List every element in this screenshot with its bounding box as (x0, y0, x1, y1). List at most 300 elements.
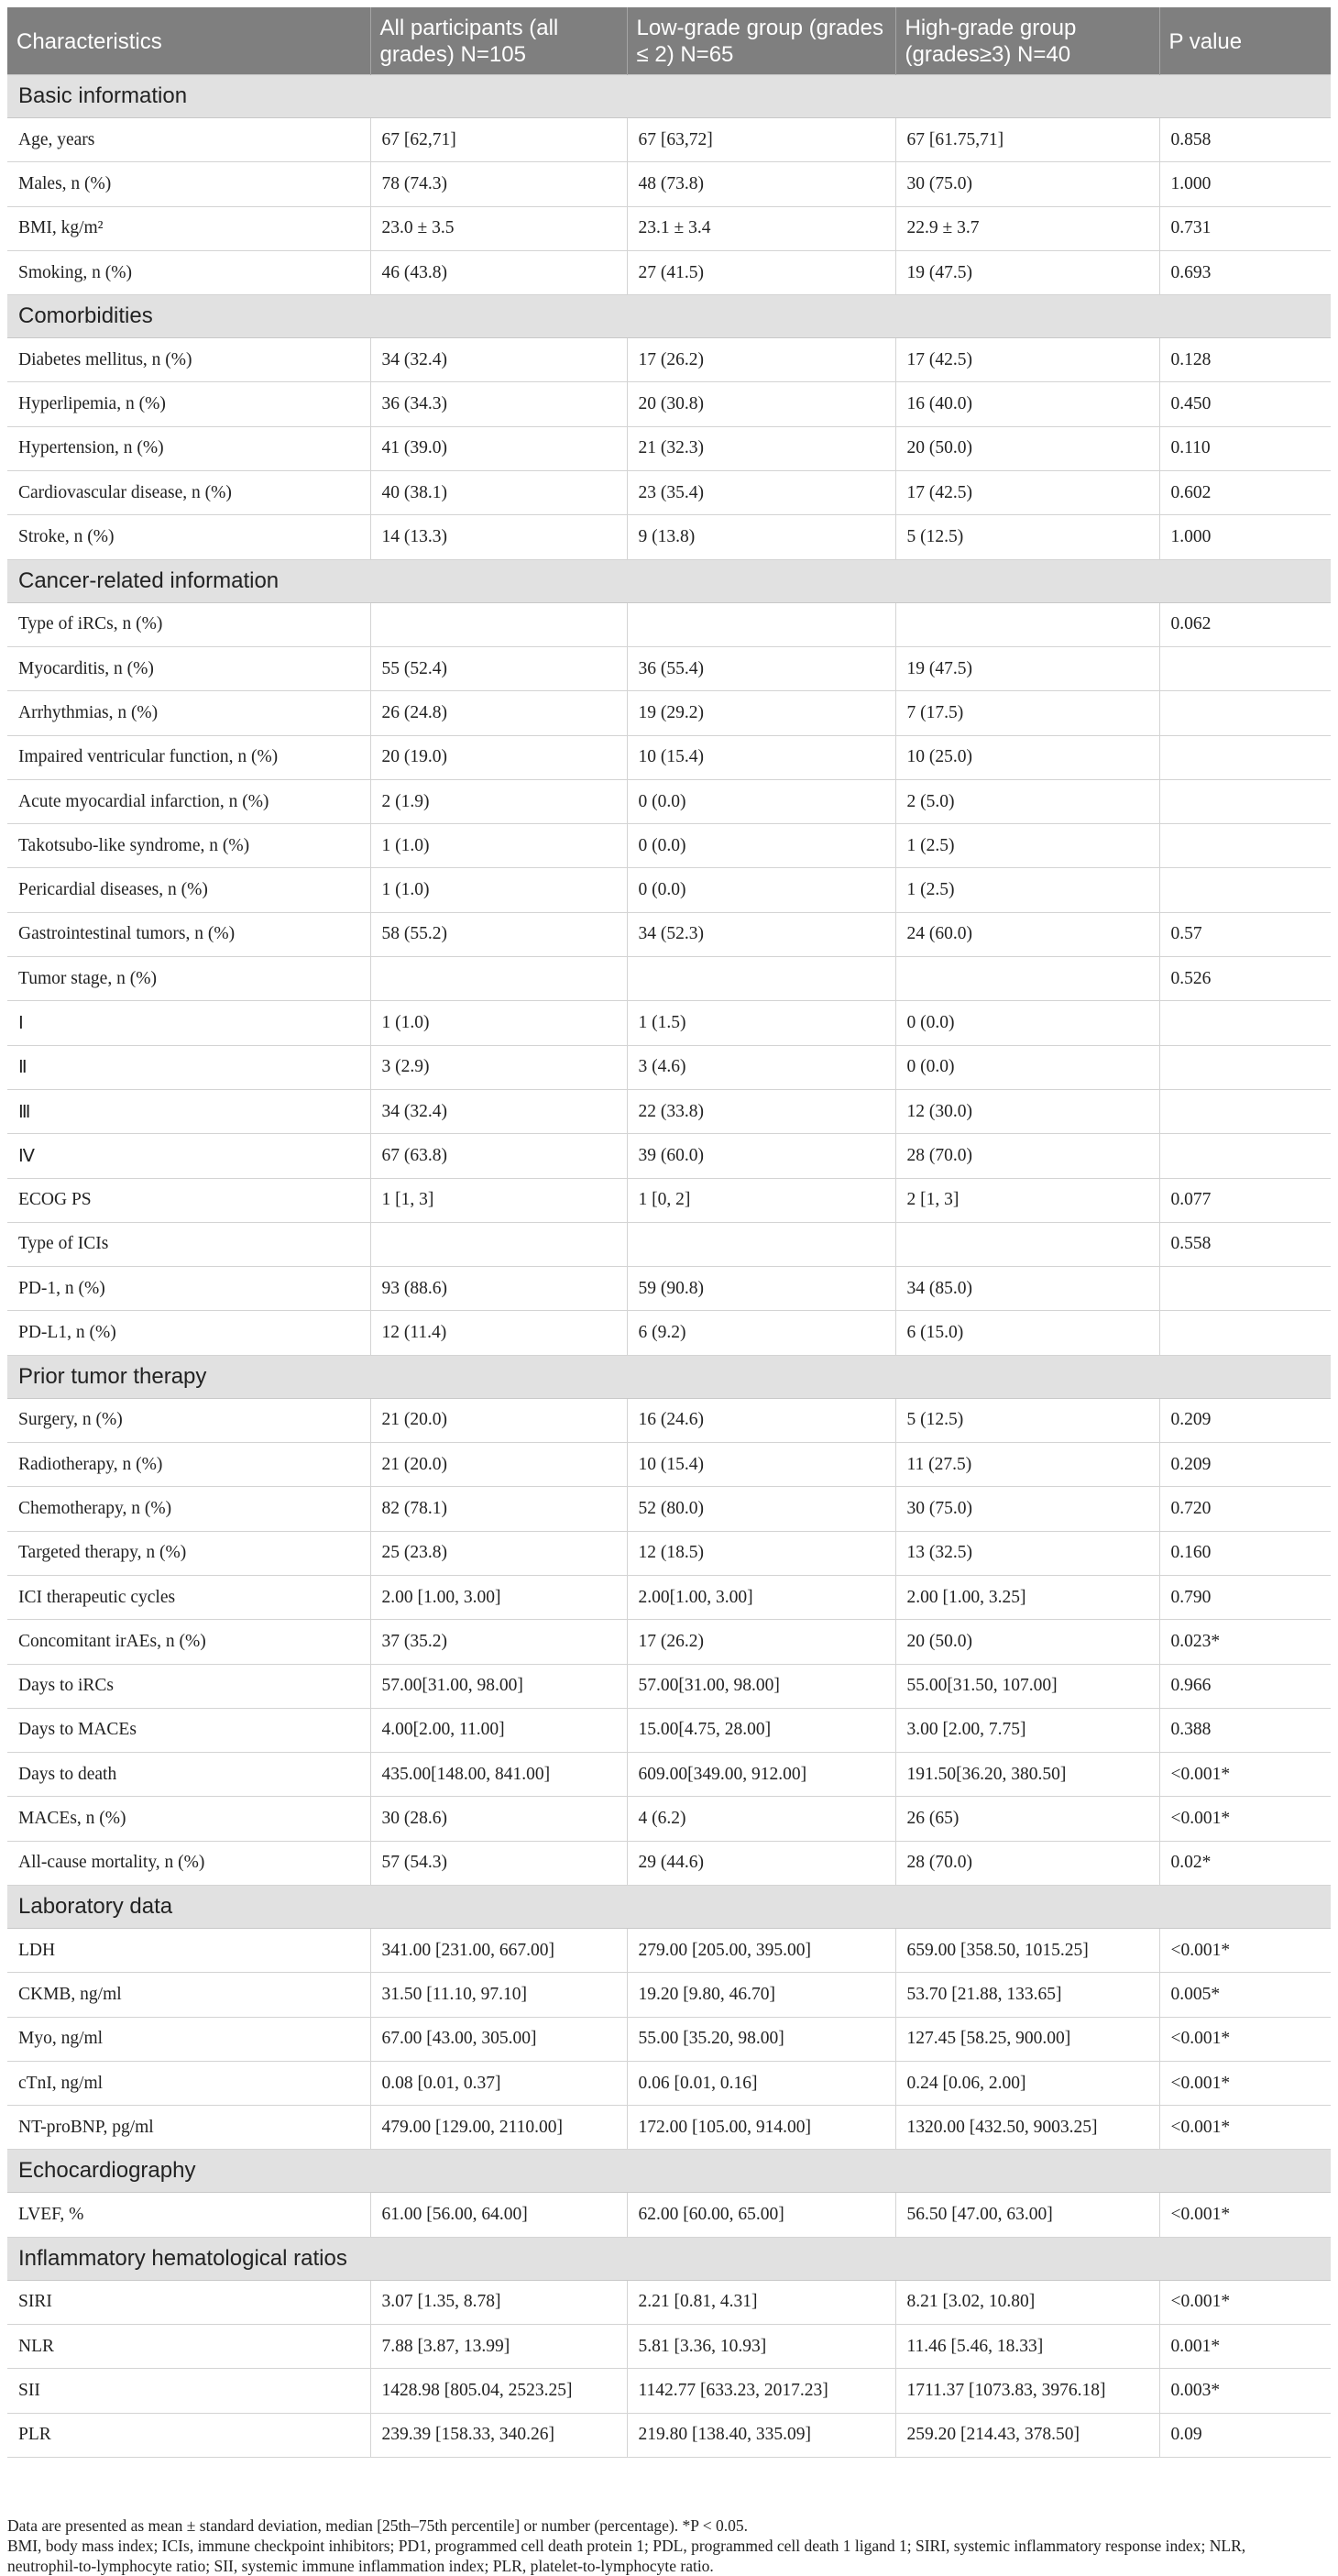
high-grade-cell: 259.20 [214.43, 378.50] (895, 2413, 1159, 2457)
low-grade-cell: 17 (26.2) (627, 338, 895, 382)
p-value-cell: 0.602 (1159, 471, 1331, 515)
p-value-cell: <0.001* (1159, 1753, 1331, 1797)
p-value-cell: 0.209 (1159, 1443, 1331, 1487)
p-value-cell (1159, 646, 1331, 690)
table-row (7, 515, 1331, 559)
low-grade-cell: 29 (44.6) (627, 1841, 895, 1885)
p-value-cell: 0.110 (1159, 426, 1331, 470)
p-value-cell: 0.02* (1159, 1841, 1331, 1885)
all-participants-cell: 34 (32.4) (370, 1089, 627, 1133)
all-participants-cell: 341.00 [231.00, 667.00] (370, 1928, 627, 1972)
characteristic-cell: SII (7, 2369, 370, 2413)
low-grade-cell: 219.80 [138.40, 335.09] (627, 2413, 895, 2457)
low-grade-cell: 16 (24.6) (627, 1398, 895, 1442)
characteristic-cell: Hyperlipemia, n (%) (7, 382, 370, 426)
characteristic-cell: Ⅰ (7, 1001, 370, 1045)
low-grade-cell: 19 (29.2) (627, 691, 895, 735)
header-high-grade: High-grade group (grades≥3) N=40 (895, 7, 1159, 75)
low-grade-cell: 34 (52.3) (627, 912, 895, 956)
high-grade-cell: 17 (42.5) (895, 338, 1159, 382)
table-row (7, 2017, 1331, 2061)
high-grade-cell: 0 (0.0) (895, 1045, 1159, 1089)
table-row (7, 602, 1331, 646)
low-grade-cell: 20 (30.8) (627, 382, 895, 426)
high-grade-cell: 10 (25.0) (895, 735, 1159, 779)
low-grade-cell: 1 (1.5) (627, 1001, 895, 1045)
high-grade-cell: 24 (60.0) (895, 912, 1159, 956)
section-title: Basic information (7, 75, 1331, 118)
all-participants-cell: 435.00[148.00, 841.00] (370, 1753, 627, 1797)
p-value-cell: <0.001* (1159, 2193, 1331, 2237)
all-participants-cell: 67.00 [43.00, 305.00] (370, 2017, 627, 2061)
p-value-cell: <0.001* (1159, 1928, 1331, 1972)
p-value-cell: 0.731 (1159, 206, 1331, 250)
high-grade-cell: 53.70 [21.88, 133.65] (895, 1973, 1159, 2017)
p-value-cell: 0.966 (1159, 1664, 1331, 1708)
p-value-cell (1159, 1134, 1331, 1178)
all-participants-cell: 14 (13.3) (370, 515, 627, 559)
characteristic-cell: SIRI (7, 2280, 370, 2324)
low-grade-cell: 3 (4.6) (627, 1045, 895, 1089)
table-row (7, 2193, 1331, 2237)
high-grade-cell: 7 (17.5) (895, 691, 1159, 735)
low-grade-cell: 39 (60.0) (627, 1134, 895, 1178)
low-grade-cell: 279.00 [205.00, 395.00] (627, 1928, 895, 1972)
high-grade-cell: 2.00 [1.00, 3.25] (895, 1575, 1159, 1619)
low-grade-cell: 21 (32.3) (627, 426, 895, 470)
characteristic-cell: BMI, kg/m² (7, 206, 370, 250)
table-row (7, 1753, 1331, 1797)
characteristic-cell: Stroke, n (%) (7, 515, 370, 559)
p-value-cell: 0.09 (1159, 2413, 1331, 2457)
p-value-cell: 0.003* (1159, 2369, 1331, 2413)
high-grade-cell: 11.46 [5.46, 18.33] (895, 2325, 1159, 2369)
table-row (7, 118, 1331, 162)
section-header-row (7, 2150, 1331, 2193)
characteristic-cell: Days to iRCs (7, 1664, 370, 1708)
low-grade-cell: 0 (0.0) (627, 779, 895, 823)
table-row (7, 868, 1331, 912)
characteristic-cell: Takotsubo-like syndrome, n (%) (7, 824, 370, 868)
footnote-line: BMI, body mass index; ICIs, immune checkpoint inhibitors; PD1, programmed cell death protein 1; PDL, programmed cell death 1 ligand 1; SIRI, systemic inflammatory response index; NLR, (7, 2537, 1246, 2555)
p-value-cell (1159, 1045, 1331, 1089)
high-grade-cell: 30 (75.0) (895, 1487, 1159, 1531)
characteristic-cell: Surgery, n (%) (7, 1398, 370, 1442)
p-value-cell (1159, 1001, 1331, 1045)
high-grade-cell: 11 (27.5) (895, 1443, 1159, 1487)
p-value-cell: <0.001* (1159, 2017, 1331, 2061)
low-grade-cell: 52 (80.0) (627, 1487, 895, 1531)
high-grade-cell: 22.9 ± 3.7 (895, 206, 1159, 250)
low-grade-cell: 15.00[4.75, 28.00] (627, 1708, 895, 1752)
table-row (7, 1267, 1331, 1311)
high-grade-cell: 20 (50.0) (895, 1620, 1159, 1664)
p-value-cell: 0.526 (1159, 957, 1331, 1001)
high-grade-cell: 20 (50.0) (895, 426, 1159, 470)
table-row (7, 206, 1331, 250)
table-row (7, 1045, 1331, 1089)
characteristic-cell: Myo, ng/ml (7, 2017, 370, 2061)
low-grade-cell: 10 (15.4) (627, 735, 895, 779)
all-participants-cell: 40 (38.1) (370, 471, 627, 515)
low-grade-cell: 27 (41.5) (627, 250, 895, 294)
high-grade-cell: 19 (47.5) (895, 646, 1159, 690)
all-participants-cell: 0.08 [0.01, 0.37] (370, 2061, 627, 2105)
table-row (7, 2106, 1331, 2150)
all-participants-cell: 36 (34.3) (370, 382, 627, 426)
characteristic-cell: Type of iRCs, n (%) (7, 602, 370, 646)
low-grade-cell: 6 (9.2) (627, 1311, 895, 1355)
p-value-cell (1159, 779, 1331, 823)
characteristic-cell: Arrhythmias, n (%) (7, 691, 370, 735)
low-grade-cell: 9 (13.8) (627, 515, 895, 559)
characteristic-cell: Ⅳ (7, 1134, 370, 1178)
table-row (7, 426, 1331, 470)
characteristic-cell: Cardiovascular disease, n (%) (7, 471, 370, 515)
low-grade-cell: 23.1 ± 3.4 (627, 206, 895, 250)
high-grade-cell: 56.50 [47.00, 63.00] (895, 2193, 1159, 2237)
characteristic-cell: Ⅱ (7, 1045, 370, 1089)
section-title: Comorbidities (7, 295, 1331, 338)
table-row (7, 1311, 1331, 1355)
p-value-cell: 0.005* (1159, 1973, 1331, 2017)
section-header-row (7, 2237, 1331, 2280)
characteristic-cell: Males, n (%) (7, 162, 370, 206)
low-grade-cell: 0.06 [0.01, 0.16] (627, 2061, 895, 2105)
characteristic-cell: NLR (7, 2325, 370, 2369)
low-grade-cell: 1 [0, 2] (627, 1178, 895, 1222)
low-grade-cell: 172.00 [105.00, 914.00] (627, 2106, 895, 2150)
p-value-cell (1159, 1267, 1331, 1311)
table-row (7, 824, 1331, 868)
all-participants-cell (370, 957, 627, 1001)
characteristic-cell: PLR (7, 2413, 370, 2457)
all-participants-cell: 67 (63.8) (370, 1134, 627, 1178)
table-row (7, 1531, 1331, 1575)
p-value-cell: 0.001* (1159, 2325, 1331, 2369)
section-header-row (7, 75, 1331, 118)
p-value-cell (1159, 1311, 1331, 1355)
low-grade-cell: 10 (15.4) (627, 1443, 895, 1487)
section-title: Prior tumor therapy (7, 1355, 1331, 1398)
header-characteristics: Characteristics (7, 7, 370, 75)
high-grade-cell: 127.45 [58.25, 900.00] (895, 2017, 1159, 2061)
table-row (7, 912, 1331, 956)
high-grade-cell: 0.24 [0.06, 2.00] (895, 2061, 1159, 2105)
section-title: Inflammatory hematological ratios (7, 2237, 1331, 2280)
all-participants-cell (370, 602, 627, 646)
high-grade-cell: 191.50[36.20, 380.50] (895, 1753, 1159, 1797)
characteristic-cell: Tumor stage, n (%) (7, 957, 370, 1001)
table-row (7, 250, 1331, 294)
characteristic-cell: LDH (7, 1928, 370, 1972)
section-header-row (7, 1885, 1331, 1928)
footnote-line: Data are presented as mean ± standard deviation, median [25th–75th percentile] or number (percentage). *P < 0.05. (7, 2516, 748, 2535)
header-all-participants: All participants (all grades) N=105 (370, 7, 627, 75)
characteristic-cell: Acute myocardial infarction, n (%) (7, 779, 370, 823)
low-grade-cell: 62.00 [60.00, 65.00] (627, 2193, 895, 2237)
high-grade-cell: 17 (42.5) (895, 471, 1159, 515)
high-grade-cell: 0 (0.0) (895, 1001, 1159, 1045)
characteristic-cell: Type of ICIs (7, 1222, 370, 1266)
all-participants-cell: 479.00 [129.00, 2110.00] (370, 2106, 627, 2150)
high-grade-cell: 28 (70.0) (895, 1841, 1159, 1885)
table-row (7, 646, 1331, 690)
table-row (7, 1928, 1331, 1972)
footnote-line: neutrophil-to-lymphocyte ratio; SII, systemic immune inflammation index; PLR, platelet-to-lymphocyte ratio. (7, 2557, 714, 2575)
characteristic-cell: Gastrointestinal tumors, n (%) (7, 912, 370, 956)
all-participants-cell: 3 (2.9) (370, 1045, 627, 1089)
characteristic-cell: Days to MACEs (7, 1708, 370, 1752)
section-header-row (7, 559, 1331, 602)
high-grade-cell: 5 (12.5) (895, 515, 1159, 559)
all-participants-cell: 4.00[2.00, 11.00] (370, 1708, 627, 1752)
table-row (7, 162, 1331, 206)
all-participants-cell: 25 (23.8) (370, 1531, 627, 1575)
p-value-cell (1159, 868, 1331, 912)
p-value-cell: 0.388 (1159, 1708, 1331, 1752)
low-grade-cell: 2.00[1.00, 3.00] (627, 1575, 895, 1619)
p-value-cell: 0.57 (1159, 912, 1331, 956)
all-participants-cell: 58 (55.2) (370, 912, 627, 956)
all-participants-cell: 67 [62,71] (370, 118, 627, 162)
characteristic-cell: Age, years (7, 118, 370, 162)
p-value-cell: 0.160 (1159, 1531, 1331, 1575)
low-grade-cell: 2.21 [0.81, 4.31] (627, 2280, 895, 2324)
table-row (7, 1001, 1331, 1045)
table-row (7, 957, 1331, 1001)
characteristic-cell: cTnI, ng/ml (7, 2061, 370, 2105)
table-row (7, 1708, 1331, 1752)
high-grade-cell: 5 (12.5) (895, 1398, 1159, 1442)
characteristic-cell: PD-1, n (%) (7, 1267, 370, 1311)
characteristic-cell: Myocarditis, n (%) (7, 646, 370, 690)
high-grade-cell: 19 (47.5) (895, 250, 1159, 294)
p-value-cell: 1.000 (1159, 162, 1331, 206)
characteristic-cell: Radiotherapy, n (%) (7, 1443, 370, 1487)
characteristics-table (7, 7, 1331, 2458)
high-grade-cell (895, 602, 1159, 646)
characteristic-cell: All-cause mortality, n (%) (7, 1841, 370, 1885)
all-participants-cell: 55 (52.4) (370, 646, 627, 690)
table-row (7, 1575, 1331, 1619)
low-grade-cell: 5.81 [3.36, 10.93] (627, 2325, 895, 2369)
all-participants-cell: 41 (39.0) (370, 426, 627, 470)
low-grade-cell (627, 957, 895, 1001)
characteristic-cell: NT-proBNP, pg/ml (7, 2106, 370, 2150)
section-header-row (7, 295, 1331, 338)
table-body (7, 75, 1331, 2458)
low-grade-cell: 48 (73.8) (627, 162, 895, 206)
high-grade-cell: 1 (2.5) (895, 868, 1159, 912)
table-row (7, 1222, 1331, 1266)
p-value-cell: 0.450 (1159, 382, 1331, 426)
p-value-cell: 0.720 (1159, 1487, 1331, 1531)
p-value-cell: <0.001* (1159, 2061, 1331, 2105)
characteristic-cell: Ⅲ (7, 1089, 370, 1133)
low-grade-cell: 19.20 [9.80, 46.70] (627, 1973, 895, 2017)
section-title: Cancer-related information (7, 559, 1331, 602)
p-value-cell: 1.000 (1159, 515, 1331, 559)
all-participants-cell: 21 (20.0) (370, 1398, 627, 1442)
table-row (7, 471, 1331, 515)
table-row (7, 1487, 1331, 1531)
low-grade-cell: 0 (0.0) (627, 824, 895, 868)
all-participants-cell: 37 (35.2) (370, 1620, 627, 1664)
all-participants-cell: 46 (43.8) (370, 250, 627, 294)
characteristic-cell: Hypertension, n (%) (7, 426, 370, 470)
low-grade-cell: 36 (55.4) (627, 646, 895, 690)
table-header (7, 7, 1331, 75)
p-value-cell: <0.001* (1159, 2106, 1331, 2150)
all-participants-cell: 1 (1.0) (370, 868, 627, 912)
header-p-value: P value (1159, 7, 1331, 75)
table-row (7, 1443, 1331, 1487)
low-grade-cell: 609.00[349.00, 912.00] (627, 1753, 895, 1797)
high-grade-cell: 67 [61.75,71] (895, 118, 1159, 162)
all-participants-cell: 239.39 [158.33, 340.26] (370, 2413, 627, 2457)
all-participants-cell: 21 (20.0) (370, 1443, 627, 1487)
section-title: Echocardiography (7, 2150, 1331, 2193)
low-grade-cell: 4 (6.2) (627, 1797, 895, 1841)
table-row (7, 1841, 1331, 1885)
low-grade-cell: 23 (35.4) (627, 471, 895, 515)
all-participants-cell: 93 (88.6) (370, 1267, 627, 1311)
high-grade-cell: 6 (15.0) (895, 1311, 1159, 1355)
table-row (7, 779, 1331, 823)
p-value-cell: 0.023* (1159, 1620, 1331, 1664)
all-participants-cell: 7.88 [3.87, 13.99] (370, 2325, 627, 2369)
high-grade-cell: 3.00 [2.00, 7.75] (895, 1708, 1159, 1752)
table-row (7, 1134, 1331, 1178)
high-grade-cell: 8.21 [3.02, 10.80] (895, 2280, 1159, 2324)
high-grade-cell: 55.00[31.50, 107.00] (895, 1664, 1159, 1708)
characteristic-cell: LVEF, % (7, 2193, 370, 2237)
table-row (7, 2280, 1331, 2324)
all-participants-cell: 61.00 [56.00, 64.00] (370, 2193, 627, 2237)
table-footnotes (7, 2515, 1331, 2576)
characteristic-cell: PD-L1, n (%) (7, 1311, 370, 1355)
characteristic-cell: Days to death (7, 1753, 370, 1797)
characteristic-cell: Targeted therapy, n (%) (7, 1531, 370, 1575)
table-row (7, 2325, 1331, 2369)
all-participants-cell (370, 1222, 627, 1266)
header-row (7, 7, 1331, 75)
section-title: Laboratory data (7, 1885, 1331, 1928)
all-participants-cell: 3.07 [1.35, 8.78] (370, 2280, 627, 2324)
high-grade-cell: 659.00 [358.50, 1015.25] (895, 1928, 1159, 1972)
table-row (7, 2061, 1331, 2105)
table-row (7, 1089, 1331, 1133)
p-value-cell: 0.209 (1159, 1398, 1331, 1442)
all-participants-cell: 57 (54.3) (370, 1841, 627, 1885)
table-row (7, 1797, 1331, 1841)
high-grade-cell: 28 (70.0) (895, 1134, 1159, 1178)
all-participants-cell: 26 (24.8) (370, 691, 627, 735)
all-participants-cell: 12 (11.4) (370, 1311, 627, 1355)
low-grade-cell: 22 (33.8) (627, 1089, 895, 1133)
characteristic-cell: CKMB, ng/ml (7, 1973, 370, 2017)
high-grade-cell: 1711.37 [1073.83, 3976.18] (895, 2369, 1159, 2413)
high-grade-cell: 1 (2.5) (895, 824, 1159, 868)
high-grade-cell: 2 [1, 3] (895, 1178, 1159, 1222)
low-grade-cell: 17 (26.2) (627, 1620, 895, 1664)
p-value-cell: 0.790 (1159, 1575, 1331, 1619)
all-participants-cell: 30 (28.6) (370, 1797, 627, 1841)
characteristic-cell: ICI therapeutic cycles (7, 1575, 370, 1619)
low-grade-cell: 0 (0.0) (627, 868, 895, 912)
low-grade-cell: 57.00[31.00, 98.00] (627, 1664, 895, 1708)
low-grade-cell: 1142.77 [633.23, 2017.23] (627, 2369, 895, 2413)
table-row (7, 1664, 1331, 1708)
high-grade-cell: 1320.00 [432.50, 9003.25] (895, 2106, 1159, 2150)
p-value-cell: 0.077 (1159, 1178, 1331, 1222)
all-participants-cell: 1 (1.0) (370, 1001, 627, 1045)
low-grade-cell: 12 (18.5) (627, 1531, 895, 1575)
high-grade-cell: 2 (5.0) (895, 779, 1159, 823)
characteristic-cell: ECOG PS (7, 1178, 370, 1222)
low-grade-cell (627, 602, 895, 646)
characteristic-cell: Chemotherapy, n (%) (7, 1487, 370, 1531)
table-row (7, 1620, 1331, 1664)
characteristic-cell: Pericardial diseases, n (%) (7, 868, 370, 912)
characteristic-cell: Concomitant irAEs, n (%) (7, 1620, 370, 1664)
p-value-cell: 0.858 (1159, 118, 1331, 162)
table-row (7, 1973, 1331, 2017)
p-value-cell: 0.128 (1159, 338, 1331, 382)
table-row (7, 338, 1331, 382)
table-row (7, 382, 1331, 426)
p-value-cell: 0.693 (1159, 250, 1331, 294)
characteristic-cell: MACEs, n (%) (7, 1797, 370, 1841)
high-grade-cell: 26 (65) (895, 1797, 1159, 1841)
low-grade-cell (627, 1222, 895, 1266)
high-grade-cell: 30 (75.0) (895, 162, 1159, 206)
p-value-cell: <0.001* (1159, 1797, 1331, 1841)
p-value-cell: <0.001* (1159, 2280, 1331, 2324)
low-grade-cell: 59 (90.8) (627, 1267, 895, 1311)
all-participants-cell: 78 (74.3) (370, 162, 627, 206)
characteristic-cell: Impaired ventricular function, n (%) (7, 735, 370, 779)
high-grade-cell: 16 (40.0) (895, 382, 1159, 426)
all-participants-cell: 23.0 ± 3.5 (370, 206, 627, 250)
high-grade-cell (895, 1222, 1159, 1266)
characteristic-cell: Smoking, n (%) (7, 250, 370, 294)
all-participants-cell: 57.00[31.00, 98.00] (370, 1664, 627, 1708)
table-row (7, 691, 1331, 735)
all-participants-cell: 2 (1.9) (370, 779, 627, 823)
p-value-cell (1159, 1089, 1331, 1133)
characteristic-cell: Diabetes mellitus, n (%) (7, 338, 370, 382)
header-low-grade: Low-grade group (grades ≤ 2) N=65 (627, 7, 895, 75)
all-participants-cell: 1 (1.0) (370, 824, 627, 868)
high-grade-cell (895, 957, 1159, 1001)
low-grade-cell: 67 [63,72] (627, 118, 895, 162)
low-grade-cell: 55.00 [35.20, 98.00] (627, 2017, 895, 2061)
high-grade-cell: 12 (30.0) (895, 1089, 1159, 1133)
table-row (7, 1398, 1331, 1442)
section-header-row (7, 1355, 1331, 1398)
table-row (7, 1178, 1331, 1222)
high-grade-cell: 34 (85.0) (895, 1267, 1159, 1311)
table-row (7, 735, 1331, 779)
p-value-cell (1159, 735, 1331, 779)
all-participants-cell: 82 (78.1) (370, 1487, 627, 1531)
table-row (7, 2413, 1331, 2457)
all-participants-cell: 1428.98 [805.04, 2523.25] (370, 2369, 627, 2413)
all-participants-cell: 2.00 [1.00, 3.00] (370, 1575, 627, 1619)
p-value-cell (1159, 691, 1331, 735)
